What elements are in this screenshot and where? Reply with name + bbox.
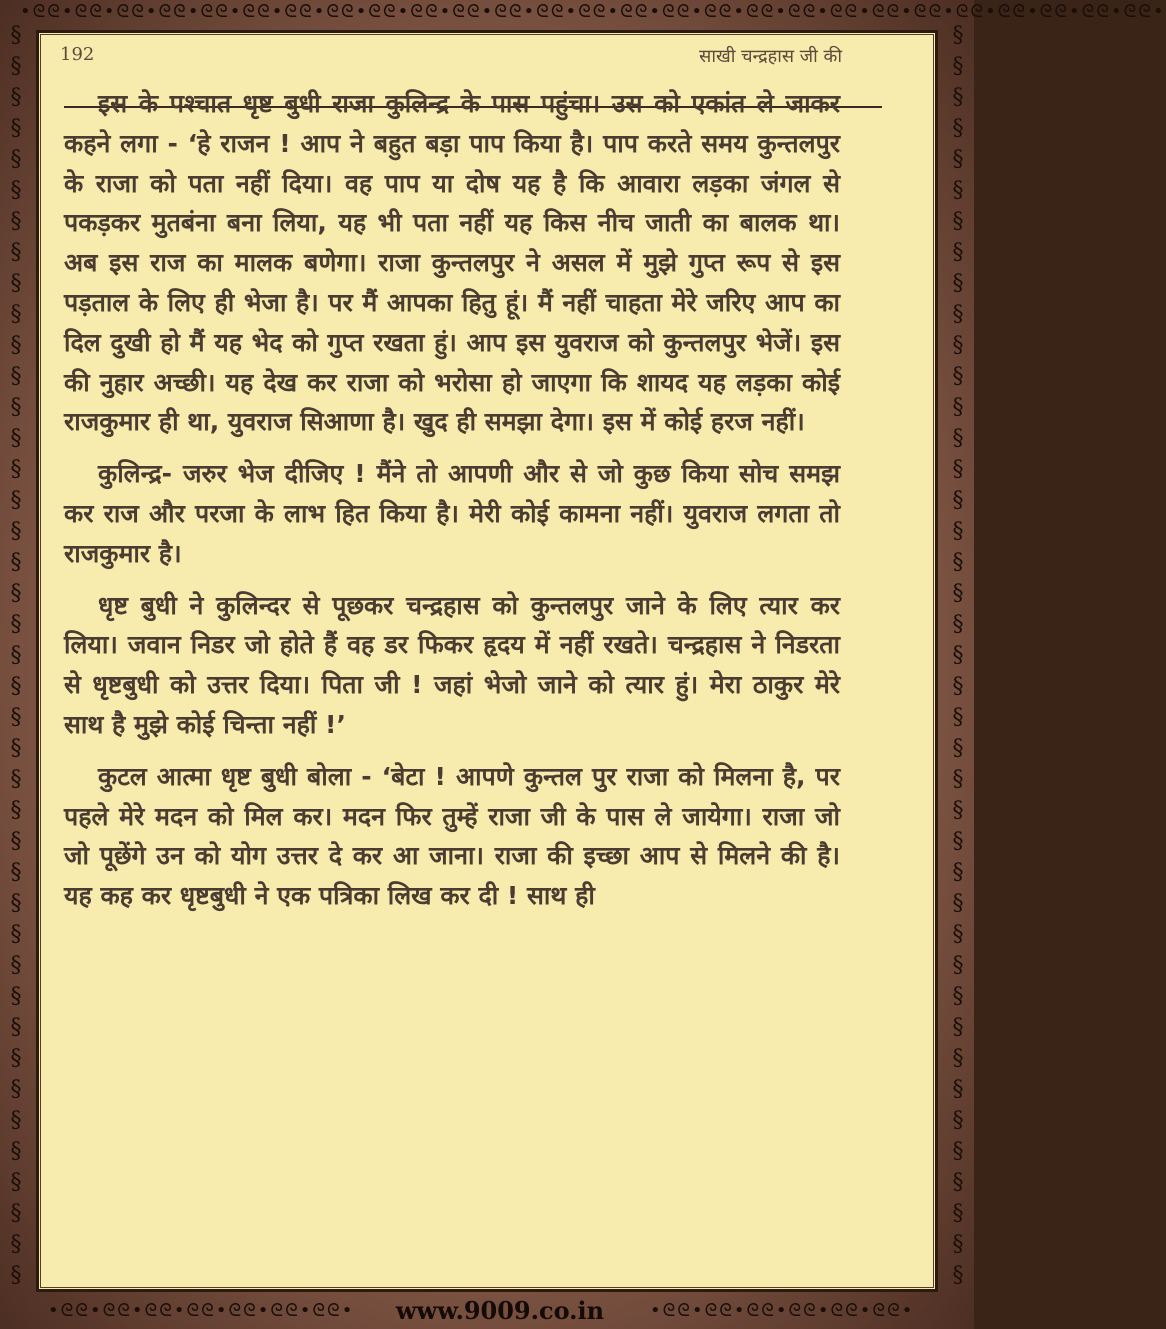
running-title: साखी चन्द्रहास जी की (699, 46, 842, 67)
right-border-ornament: § § § § § § § § § § § § § § § § § § § § § § § § § § § § § § § § § § § § § § § § § (952, 23, 964, 1288)
paragraph: कुटल आत्मा धृष्ट बुधी बोला - ‘बेटा ! आपणे कुन्तल पुर राजा को मिलना है, पर पहले मेरे मदन को मिल कर। मदन फिर तुम्हें राजा जी के पास ले जायेगा। राजा जो जो पूछेंगे उन को योग उत्तर दे कर आ जाना। राजा की इच्छा आप से मिलने की है। यह कह कर धृष्टबुधी ने एक पत्रिका लिख कर दी ! साथ ही (64, 761, 840, 911)
paragraph: इस के पश्चात धृष्ट बुधी राजा कुलिन्द्र के पास पहुंचा। उस को एकांत ले जाकर कहने लगा - ‘हे राजन ! आप ने बहुत बड़ा पाप किया है। पाप करते समय कुन्तलपुर के राजा को पता नहीं दिया। वह पाप या दोष यह है कि आवारा लड़का जंगल से पकड़कर मुतबंना बना लिया, यह भी पता नहीं यह किस नीच जाती का बालक था। अब इस राज का मालक बणेगा। राजा कुन्तलपुर ने असल में मुझे गुप्त रूप से इस पड़ताल के लिए ही भेजा है। पर मैं आपका हितु हूं। मैं नहीं चाहता मेरे जरिए आप का दिल दुखी हो मैं यह भेद को गुप्त रखता हुं। आप इस युवराज को कुन्तलपुर भेजें। इस की नुहार अच्छी। यह देख कर राजा को भरोसा हो जाएगा कि शायद यह लड़का कोई राजकुमार ही था, युवराज सिआणा है। खुद ही समझा देगा। इस में कोई हरज नहीं। (64, 89, 840, 437)
body-text (64, 84, 840, 916)
footer-url[interactable]: www.9009.co.in (395, 1296, 605, 1325)
bottom-right-ornament: •ᘓᘓ•ᘓᘓ•ᘓᘓ•ᘓᘓ•ᘓᘓ•ᘓᘓ• (650, 1300, 915, 1321)
bottom-left-ornament: •ᘓᘓ•ᘓᘓ•ᘓᘓ•ᘓᘓ•ᘓᘓ•ᘓᘓ•ᘓᘓ• (48, 1300, 355, 1321)
paragraph: धृष्ट बुधी ने कुलिन्दर से पूछकर चन्द्रहास को कुन्तलपुर जाने के लिए त्यार कर लिया। जवान निडर जो होते हैं वह डर फिकर हृदय में नहीं रखते। चन्द्रहास ने निडरता से धृष्टबुधी को उत्तर दिया। पिता जी ! जहां भेजो जाने को त्यार हुं। मेरा ठाकुर मेरे साथ है मुझे कोई चिन्ता नहीं !’ (64, 590, 840, 739)
left-border-ornament: § § § § § § § § § § § § § § § § § § § § § § § § § § § § § § § § § § § § § § § § § (10, 23, 22, 1288)
page-header (60, 40, 842, 70)
page-number: 192 (60, 44, 95, 65)
top-border-ornament: •ᘓᘓ•ᘓᘓ•ᘓᘓ•ᘓᘓ•ᘓᘓ•ᘓᘓ•ᘓᘓ•ᘓᘓ•ᘓᘓ•ᘓᘓ•ᘓᘓ•ᘓᘓ•ᘓᘓ•ᘓᘓ•ᘓᘓ•ᘓᘓ•ᘓᘓ•ᘓᘓ•ᘓᘓ•ᘓᘓ•ᘓᘓ•ᘓᘓ•ᘓᘓ•ᘓᘓ•ᘓᘓ•ᘓᘓ•ᘓᘓ• (20, 1, 1166, 22)
paragraph: कुलिन्द्र- जरुर भेज दीजिए ! मैंने तो आपणी और से जो कुछ किया सोच समझ कर राज और परजा के लाभ हित किया है। मेरी कोई कामना नहीं। युवराज लगता तो राजकुमार है। (64, 459, 840, 568)
